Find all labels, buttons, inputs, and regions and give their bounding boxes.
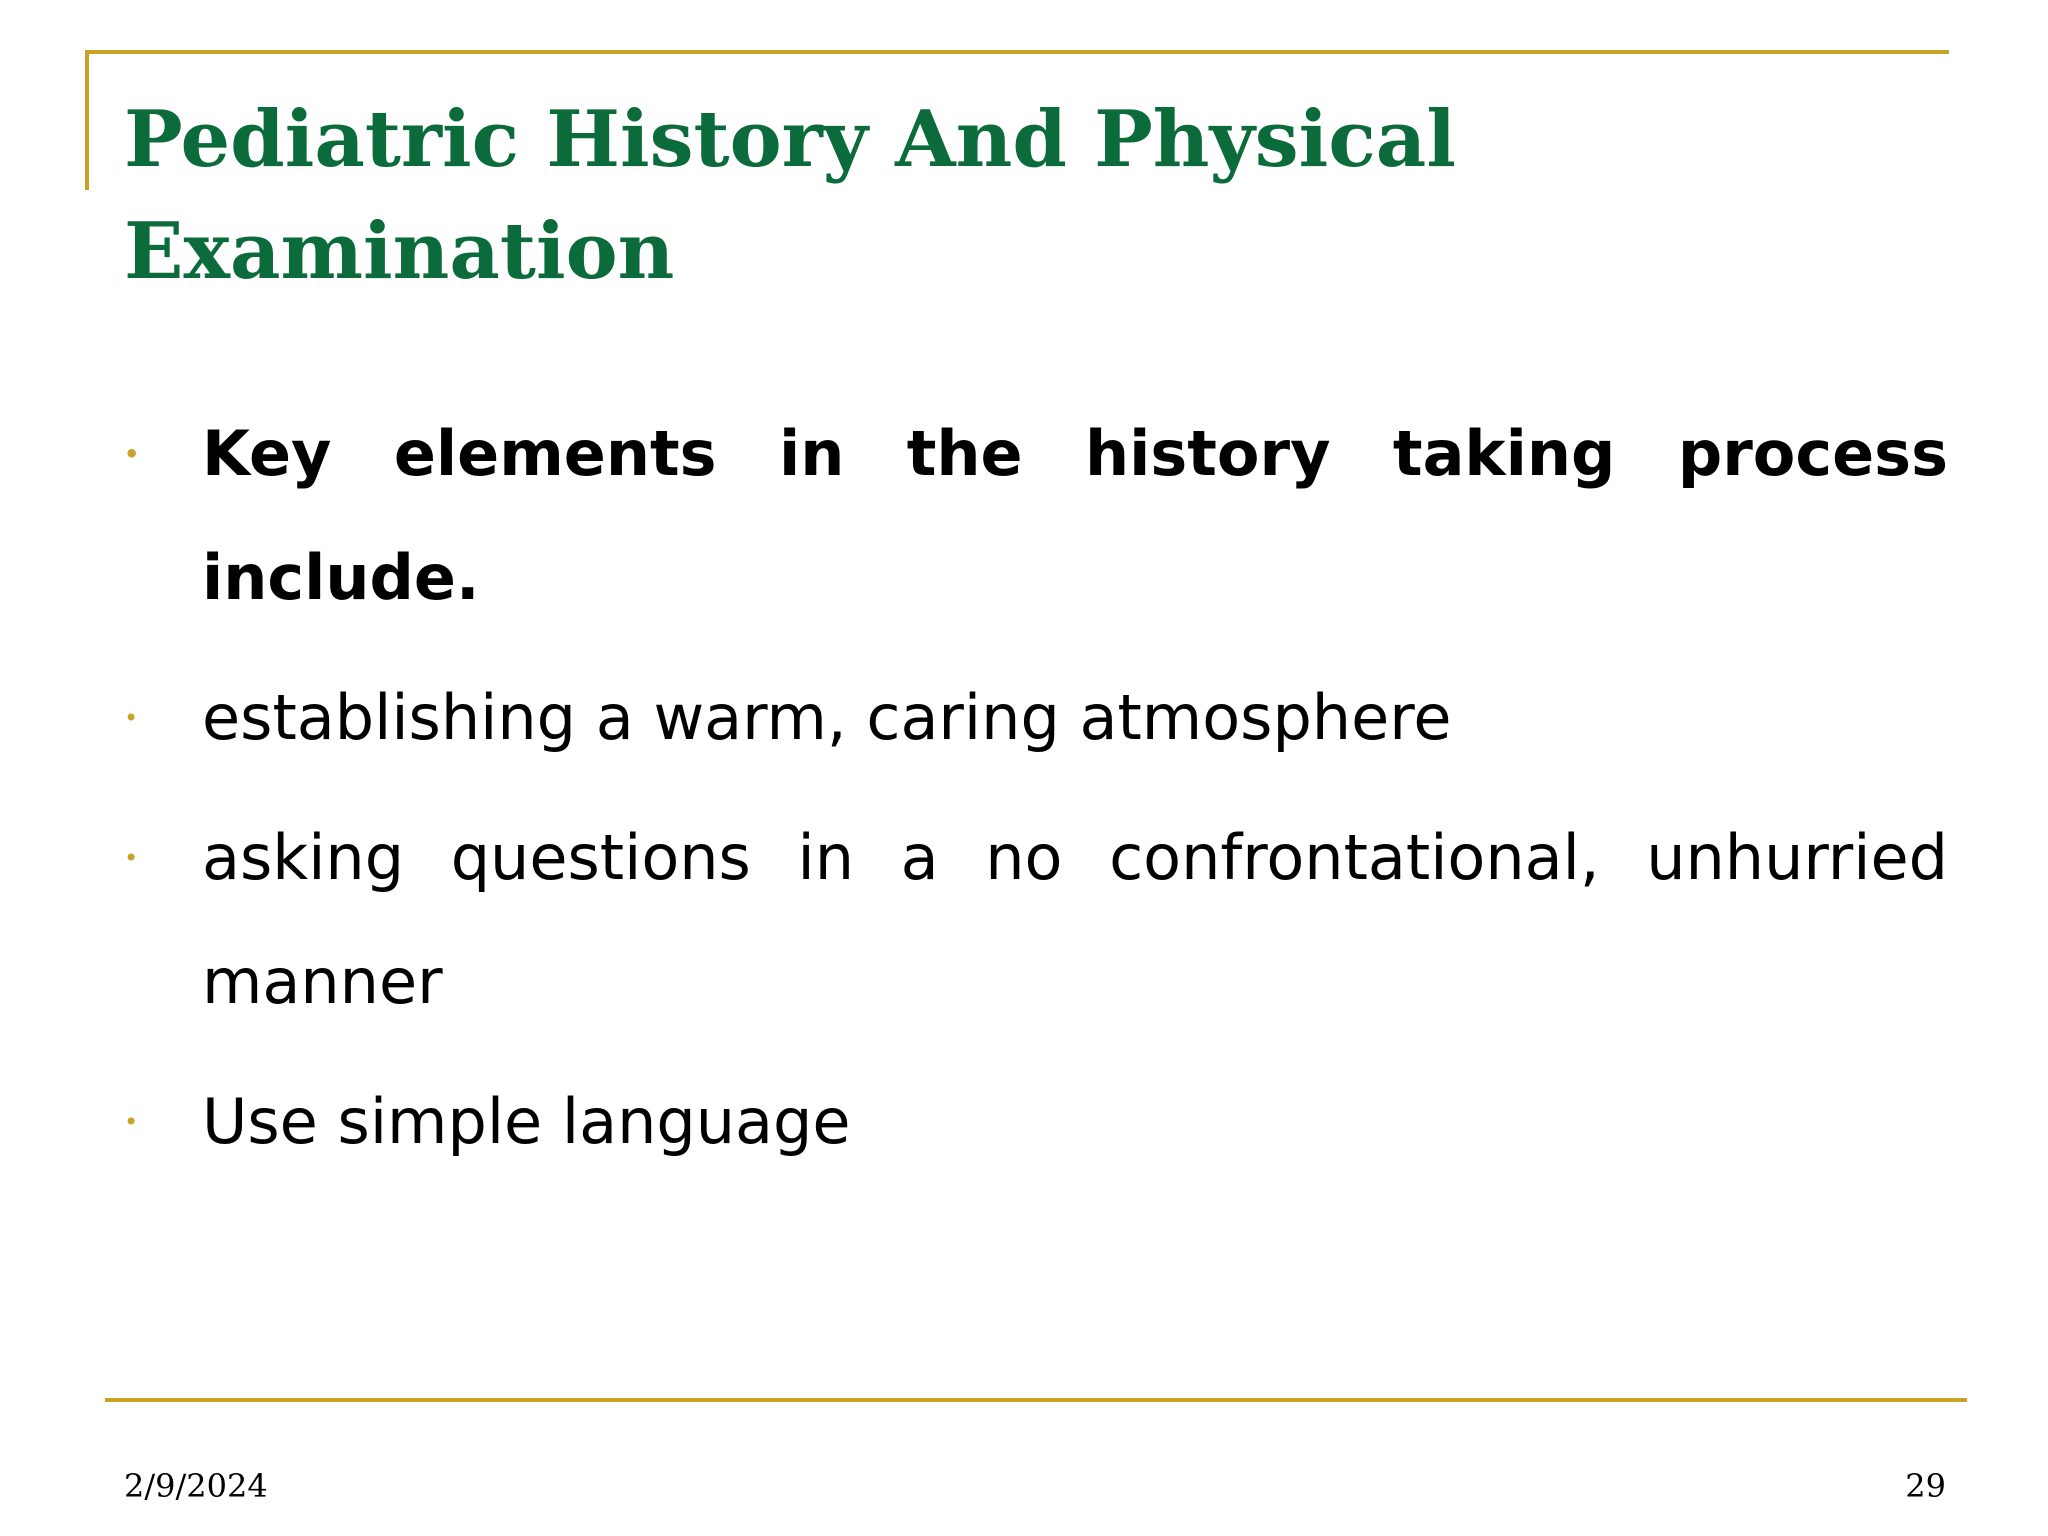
bullet-dot-icon: •	[124, 440, 140, 468]
bullet-item	[124, 392, 1948, 640]
bullet-dot-icon: •	[124, 704, 139, 732]
bullet-item	[124, 656, 1948, 780]
bullet-item	[124, 796, 1948, 1044]
bullet-text: Key elements in the history taking process include.	[202, 417, 1948, 614]
slide-title: Pediatric History And Physical Examination	[124, 94, 1456, 297]
bullet-list	[124, 392, 1948, 1184]
top-accent-rule	[85, 50, 1949, 54]
bullet-text: Use simple language	[202, 1085, 851, 1158]
footer-date: 2/9/2024	[124, 1467, 268, 1505]
left-accent-rule	[85, 50, 89, 190]
bullet-text: establishing a warm, caring atmosphere	[202, 681, 1452, 754]
bullet-dot-icon: •	[124, 844, 139, 872]
bullet-dot-icon: •	[124, 1108, 139, 1136]
bullet-item	[124, 1060, 1948, 1184]
bullet-text: asking questions in a no confrontational, unhurried manner	[202, 821, 1948, 1018]
footer-page-number: 29	[1905, 1467, 1946, 1505]
bottom-accent-rule	[105, 1398, 1967, 1402]
